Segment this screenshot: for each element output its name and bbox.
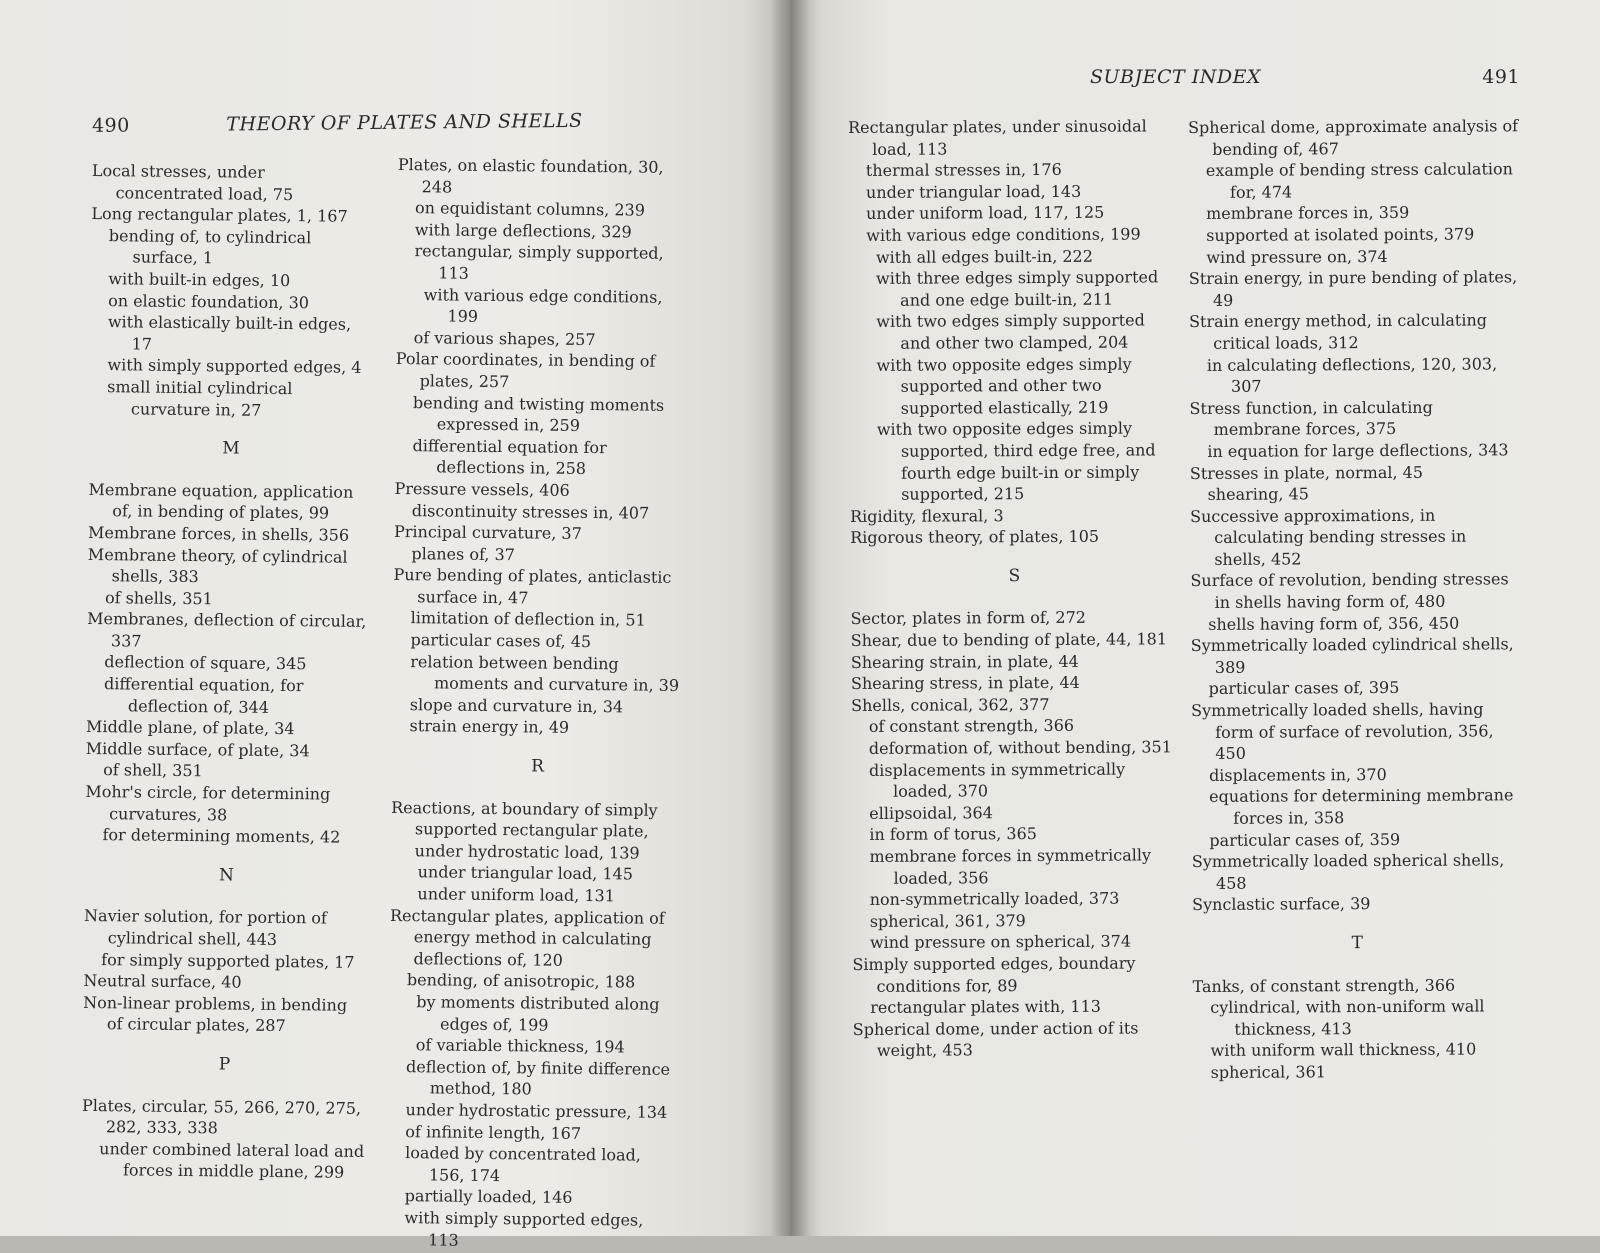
- index-subentry: example of bending stress calculation for, 474: [1205, 159, 1513, 202]
- index-entry: Middle surface, of plate, 34: [85, 738, 310, 761]
- index-entry: Strain energy, in pure bending of plates, 49: [1188, 267, 1518, 310]
- index-entry: Neutral surface, 40: [83, 971, 242, 992]
- index-column: [81, 160, 376, 1184]
- index-entry: Rectangular plates, under sinusoidal load, 113: [848, 116, 1147, 159]
- index-subentry: non-symmetrically loaded, 373: [869, 888, 1120, 910]
- index-subentry: of shells, 351: [104, 587, 213, 608]
- index-subentry: thermal stresses in, 176: [865, 160, 1062, 181]
- index-subentry: partially loaded, 146: [404, 1186, 573, 1208]
- index-entry: Pure bending of plates, anticlastic surface in, 47: [393, 565, 672, 608]
- index-entry: Membrane theory, of cylindrical shells, 383: [87, 544, 348, 587]
- index-subentry: in equation for large deflections, 343: [1207, 440, 1509, 461]
- index-subentry: with various edge conditions, 199: [866, 224, 1141, 245]
- index-entry: Principal curvature, 37: [393, 522, 582, 544]
- index-entry: Sector, plates in form of, 272: [850, 608, 1086, 629]
- index-subentry: differential equation for deflections in, 258: [412, 435, 607, 479]
- index-subentry: displacements in, 370: [1208, 764, 1387, 785]
- index-subentry: strain energy in, 49: [409, 716, 570, 738]
- index-subentry: rectangular plates with, 113: [870, 996, 1101, 1018]
- right-page-header: [1090, 66, 1520, 88]
- index-entry: Strain energy method, in calculating critical loads, 312: [1189, 310, 1488, 353]
- index-entry: Stress function, in calculating membrane forces, 375: [1189, 397, 1433, 440]
- index-subentry: under triangular load, 145: [417, 862, 634, 884]
- index-entry: Rigorous theory, of plates, 105: [850, 526, 1100, 548]
- index-subentry: with three edges simply supported and one edge built-in, 211: [875, 267, 1159, 310]
- index-subentry: equations for determining membrane forces in, 358: [1209, 785, 1514, 828]
- section-letter: N: [218, 865, 235, 886]
- index-entry: Rigidity, flexural, 3: [850, 505, 1004, 526]
- index-subentry: bending, of anisotropic, 188: [406, 970, 636, 992]
- section-letter: M: [222, 438, 240, 459]
- index-subentry: of various shapes, 257: [413, 327, 596, 349]
- index-subentry: in form of torus, 365: [869, 824, 1037, 845]
- index-subentry: slope and curvature in, 34: [409, 694, 624, 717]
- index-entry: Simply supported edges, boundary conditions for, 89: [852, 953, 1136, 996]
- index-entry: Reactions, at boundary of simply supported rectangular plate, under hydrostatic load, 139: [391, 797, 658, 863]
- index-subentry: planes of, 37: [411, 543, 515, 564]
- index-subentry: wind pressure on, 374: [1206, 246, 1388, 267]
- index-entry: Tanks, of constant strength, 366: [1192, 975, 1456, 996]
- running-title: SUBJECT INDEX: [1090, 66, 1261, 88]
- index-entry: Shearing strain, in plate, 44: [850, 651, 1079, 672]
- index-subentry: for determining moments, 42: [102, 825, 341, 847]
- index-entry: Navier solution, for portion of cylindrical shell, 443: [83, 906, 327, 949]
- index-entry: Stresses in plate, normal, 45: [1189, 462, 1424, 483]
- index-entry: Rectangular plates, application of energy method in calculating deflections of, 120: [389, 905, 665, 970]
- section-letter: R: [531, 756, 545, 777]
- index-entry: Symmetrically loaded cylindrical shells, 389: [1190, 634, 1514, 677]
- index-subentry: with two opposite edges simply supported and other two supported elastically, 219: [876, 354, 1132, 418]
- section-letter: T: [1351, 933, 1364, 954]
- index-subentry: with simply supported edges, 113: [404, 1208, 644, 1250]
- index-subentry: of infinite length, 167: [405, 1121, 582, 1143]
- index-subentry: under uniform load, 131: [417, 884, 616, 906]
- running-title: THEORY OF PLATES AND SHELLS: [226, 109, 583, 136]
- index-subentry: ellipsoidal, 364: [869, 803, 993, 823]
- index-subentry: spherical, 361: [1210, 1062, 1326, 1082]
- index-subentry: under uniform load, 117, 125: [866, 203, 1105, 224]
- index-subentry: discontinuity stresses in, 407: [411, 500, 650, 523]
- index-entry: Non-linear problems, in bending of circular plates, 287: [83, 992, 348, 1036]
- index-column: [1188, 115, 1523, 1083]
- index-entry: Plates, on elastic foundation, 30, 248: [397, 154, 664, 197]
- index-subentry: on equidistant columns, 239: [414, 198, 646, 220]
- index-subentry: deflection of, by finite difference method, 180: [405, 1056, 671, 1099]
- index-subentry: with simply supported edges, 4: [107, 355, 362, 378]
- index-subentry: supported at isolated points, 379: [1206, 224, 1475, 245]
- index-subentry: with built-in edges, 10: [108, 269, 291, 291]
- section-letter: P: [218, 1054, 231, 1075]
- page-number: 491: [1482, 66, 1520, 88]
- index-subentry: by moments distributed along edges of, 199: [416, 992, 660, 1035]
- index-entry: Spherical dome, under action of its weight, 453: [852, 1018, 1139, 1061]
- index-subentry: deformation of, without bending, 351: [868, 737, 1172, 758]
- index-entry: Symmetrically loaded shells, having form of surface of revolution, 356, 450: [1191, 699, 1494, 764]
- index-entry: Membrane equation, application of, in bending of plates, 99: [88, 479, 354, 523]
- index-subentry: loaded by concentrated load, 156, 174: [405, 1143, 642, 1185]
- index-subentry: shells having form of, 356, 450: [1208, 613, 1460, 634]
- left-page-header: [92, 109, 652, 137]
- index-entry: Surface of revolution, bending stresses in shells having form of, 480: [1190, 569, 1509, 612]
- index-subentry: on elastic foundation, 30: [108, 290, 310, 312]
- index-subentry: under hydrostatic pressure, 134: [405, 1100, 668, 1122]
- left-page: [0, 0, 790, 1250]
- index-subentry: displacements in symmetrically loaded, 370: [868, 759, 1126, 801]
- index-subentry: under triangular load, 143: [865, 181, 1082, 202]
- book-gutter: [770, 0, 810, 1236]
- index-entry: Mohr's circle, for determining curvatures, 38: [85, 781, 331, 825]
- index-entry: Synclastic surface, 39: [1192, 894, 1371, 915]
- index-subentry: particular cases of, 395: [1208, 678, 1400, 699]
- index-entry: Spherical dome, approximate analysis of bending of, 467: [1188, 116, 1519, 159]
- index-subentry: bending of, to cylindrical surface, 1: [108, 225, 312, 268]
- index-subentry: with all edges built-in, 222: [875, 246, 1093, 267]
- right-page: [790, 0, 1600, 1236]
- index-subentry: relation between bending moments and curvature in, 39: [410, 651, 680, 696]
- index-subentry: small initial cylindrical curvature in, 27: [107, 377, 293, 420]
- index-subentry: in calculating deflections, 120, 303, 307: [1206, 353, 1498, 396]
- index-subentry: with uniform wall thickness, 410: [1210, 1039, 1477, 1061]
- index-entry: Plates, circular, 55, 266, 270, 275, 282, 333, 338: [82, 1095, 362, 1138]
- index-subentry: of constant strength, 366: [868, 716, 1075, 737]
- index-column: [848, 115, 1181, 1062]
- index-subentry: with two opposite edges simply supported, third edge free, and fourth edge built-in or simply supported, 215: [876, 418, 1156, 504]
- index-subentry: bending and twisting moments expressed in, 259: [412, 392, 665, 436]
- index-entry: Local stresses, under concentrated load, 75: [91, 160, 294, 204]
- index-subentry: membrane forces in, 359: [1206, 203, 1410, 224]
- section-letter: S: [1008, 565, 1021, 587]
- index-subentry: with elastically built-in edges, 17: [107, 312, 352, 354]
- index-subentry: cylindrical, with non-uniform wall thickness, 413: [1210, 996, 1485, 1039]
- index-subentry: differential equation, for deflection of, 344: [104, 674, 304, 717]
- index-subentry: particular cases of, 359: [1209, 829, 1401, 850]
- index-entry: Membranes, deflection of circular, 337: [87, 609, 367, 651]
- index-entry: Polar coordinates, in bending of plates, 257: [395, 349, 656, 392]
- index-entry: Membrane forces, in shells, 356: [88, 522, 350, 545]
- index-subentry: under combined lateral load and forces in middle plane, 299: [99, 1138, 365, 1183]
- index-subentry: spherical, 361, 379: [869, 910, 1026, 931]
- index-subentry: with various edge conditions, 199: [423, 284, 663, 327]
- page-number: 490: [91, 114, 130, 137]
- index-subentry: membrane forces in symmetrically loaded, 356: [869, 845, 1152, 888]
- index-column: [387, 154, 690, 1253]
- index-subentry: of shell, 351: [103, 760, 203, 781]
- index-subentry: with large deflections, 329: [414, 219, 632, 242]
- index-entry: Shear, due to bending of plate, 44, 181: [850, 629, 1168, 651]
- index-subentry: limitation of deflection in, 51: [410, 608, 646, 631]
- index-subentry: particular cases of, 45: [410, 630, 592, 652]
- index-entry: Shells, conical, 362, 377: [851, 694, 1050, 715]
- index-entry: Middle plane, of plate, 34: [85, 717, 295, 739]
- index-entry: Long rectangular plates, 1, 167: [91, 204, 348, 226]
- index-subentry: shearing, 45: [1207, 484, 1309, 504]
- index-entry: Shearing stress, in plate, 44: [850, 673, 1080, 694]
- index-entry: Symmetrically loaded spherical shells, 458: [1191, 850, 1505, 893]
- index-subentry: rectangular, simply supported, 113: [414, 241, 664, 283]
- index-subentry: wind pressure on spherical, 374: [869, 931, 1132, 953]
- index-entry: Successive approximations, in calculating bending stresses in shells, 452: [1190, 505, 1467, 569]
- index-subentry: deflection of square, 345: [104, 652, 307, 674]
- index-entry: Pressure vessels, 406: [394, 478, 570, 500]
- index-subentry: of variable thickness, 194: [415, 1035, 625, 1057]
- index-subentry: for simply supported plates, 17: [101, 949, 355, 972]
- index-subentry: with two edges simply supported and other two clamped, 204: [876, 310, 1145, 353]
